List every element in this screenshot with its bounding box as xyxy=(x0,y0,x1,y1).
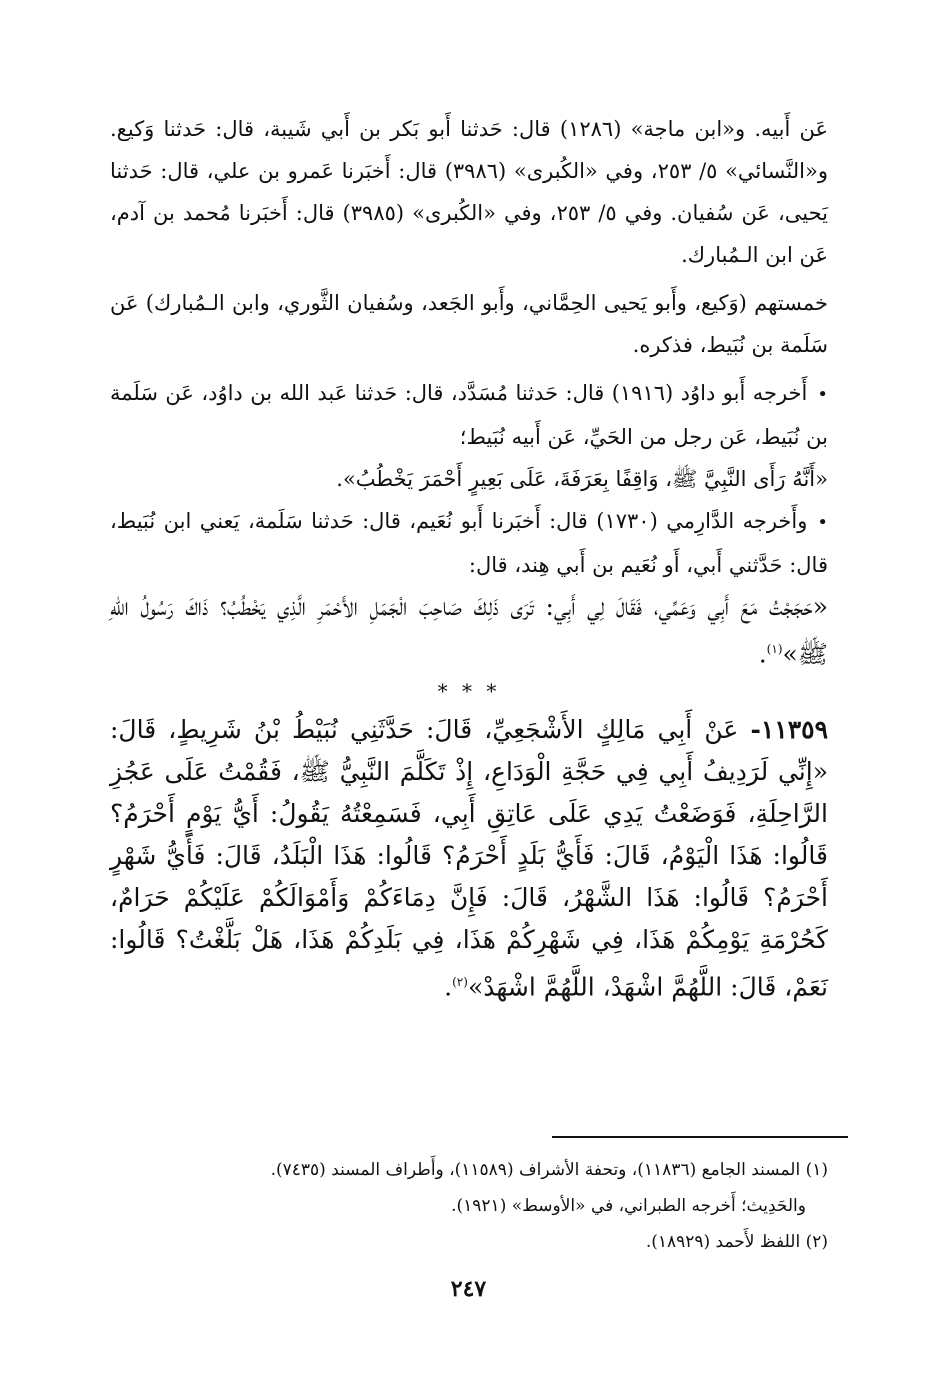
darimi-text: وأَخرجه الدَّارِمي (١٧٣٠) قال: أَخبَرنا أَبو نُعَيم، قال: حَدثنا سَلَمة، يَعني ابن نُبَيط، قال: حَدَّثني أَبي، أَو نُعَيم بن أَبي هِند، قال: xyxy=(110,509,828,577)
footnote-ref-2: (٢) xyxy=(452,975,468,990)
paragraph-darimi xyxy=(110,500,828,586)
bullet-marker: • xyxy=(817,384,828,405)
footnote-ref-1: (١) xyxy=(766,642,783,656)
hadith-isnad: عَنْ أَبِي مَالِكٍ الأَشْجَعِيِّ، قَالَ: حَدَّثَنِي نُبَيْطُ بْنُ شَرِيطٍ، قَالَ: xyxy=(110,715,739,745)
paragraph-abu-dawud xyxy=(110,372,828,458)
section-separator: * * * xyxy=(437,679,501,704)
footnotes xyxy=(110,1152,828,1260)
paragraph-narrators: خمستهم (وَكيع، وأَبو يَحيى الحِمَّاني، وأَبو الجَعد، وسُفيان الثَّوري، وابن الـمُبارك) عَن سَلَمة بن نُبَيط، فذكره. xyxy=(110,291,828,357)
footnote-2: (٢) اللفظ لأَحمد (١٨٩٢٩). xyxy=(645,1232,828,1252)
abu-dawud-text: أَخرجه أَبو داوُد (١٩١٦) قال: حَدثنا مُسَدَّد، قال: حَدثنا عَبد الله بن داوُد، عَن سَلَمة بن نُبَيط، عَن رجل من الحَيِّ، عَن أَبيه نُبَيط؛ xyxy=(110,381,828,449)
quote-abu-dawud: «أَنَّهُ رَأَى النَّبِيَّ ﷺ، وَاقِفًا بِعَرَفَةَ، عَلَى بَعِيرٍ أَحْمَرَ يَخْطُبُ». xyxy=(336,467,828,491)
footnote-1-continued: والحَدِيث؛ أَخرجه الطبراني، في «الأوسط» (١٩٢١). xyxy=(451,1196,806,1216)
footnote-divider xyxy=(552,1136,848,1138)
quote-darimi-text: «حَجَجْتُ مَعَ أَبِي وَعَمِّي، فَقَالَ لِي أَبِي: تَرَى ذَلِكَ صَاحِبَ الْجَمَلِ الأَحْمَرِ الَّذِي يَخْطُبُ؟ ذَاكَ رَسُولُ اللهِ ﷺ» xyxy=(110,592,828,669)
paragraph-sources: عَن أَبيه. و«ابن ماجة» (١٢٨٦) قال: حَدثنا أَبو بَكر بن أَبي شَيبة، قال: حَدثنا وَكيع. و«النَّسائي» ٥/ ٢٥٣، وفي «الكُبرى» (٣٩٨٦) قال: أَخبَرنا عَمرو بن علي، قال: حَدثنا يَحيى، عَن سُفيان. وفي ٥/ ٢٥٣، وفي «الكُبرى» (٣٩٨٥) قال: أَخبَرنا مُحمد بن آدم، عَن ابن الـمُبارك. xyxy=(110,117,829,267)
bullet-marker: • xyxy=(817,512,829,533)
footnote-1: (١) المسند الجامع (١١٨٣٦)، وتحفة الأشراف (١١٥٨٩)، وأَطراف المسند (٧٤٣٥). xyxy=(270,1160,828,1180)
hadith-matn: «إِنِّي لَرَدِيفُ أَبِي فِي حَجَّةِ الْوَدَاعِ، إِذْ تَكَلَّمَ النَّبِيُّ ﷺ، فَقُمْتُ عَلَى عَجُزِ الرَّاحِلَةِ، فَوَضَعْتُ يَدِي عَلَى عَاتِقِ أَبِي، فَسَمِعْتُهُ يَقُولُ: أَيُّ يَوْمٍ أَحْرَمُ؟ قَالُوا: هَذَا الْيَوْمُ، قَالَ: فَأَيُّ بَلَدٍ أَحْرَمُ؟ قَالُوا: هَذَا الْبَلَدُ، قَالَ: فَأَيُّ شَهْرٍ أَحْرَمُ؟ قَالُوا: هَذَا الشَّهْرُ، قَالَ: فَإِنَّ دِمَاءَكُمْ وَأَمْوَالَكُمْ عَلَيْكُمْ حَرَامٌ، كَحُرْمَةِ يَوْمِكُمْ هَذَا، فِي شَهْرِكُمْ هَذَا، فِي بَلَدِكُمْ هَذَا، هَلْ بَلَّغْتُ؟ قَالُوا: نَعَمْ، قَالَ: اللَّهُمَّ اشْهَدْ، اللَّهُمَّ اشْهَدْ» xyxy=(110,757,828,1002)
hadith-number: ١١٣٥٩- xyxy=(750,715,828,745)
quote-darimi: «حَجَجْتُ مَعَ أَبِي وَعَمِّي، فَقَالَ لِي أَبِي: تَرَى ذَلِكَ صَاحِبَ الْجَمَلِ الأَحْمَرِ الَّذِي يَخْطُبُ؟ ذَاكَ رَسُولُ اللهِ ﷺ»$^{(١)}$. xyxy=(110,592,828,669)
page-body xyxy=(110,108,828,1009)
hadith-block: ١١٣٥٩- عَنْ أَبِي مَالِكٍ الأَشْجَعِيِّ، قَالَ: حَدَّثَنِي نُبَيْطُ بْنُ شَرِيطٍ، قَالَ: «إِنِّي لَرَدِيفُ أَبِي فِي حَجَّةِ الْوَدَاعِ، إِذْ تَكَلَّمَ النَّبِيُّ ﷺ، فَقُمْتُ عَلَى عَجُزِ الرَّاحِلَةِ، فَوَضَعْتُ يَدِي عَلَى عَاتِقِ أَبِي، فَسَمِعْتُهُ يَقُولُ: أَيُّ يَوْمٍ أَحْرَمُ؟ قَالُوا: هَذَا الْيَوْمُ، قَالَ: فَأَيُّ بَلَدٍ أَحْرَمُ؟ قَالُوا: هَذَا الْبَلَدُ، قَالَ: فَأَيُّ شَهْرٍ أَحْرَمُ؟ قَالُوا: هَذَا الشَّهْرُ، قَالَ: فَإِنَّ دِمَاءَكُمْ وَأَمْوَالَكُمْ عَلَيْكُمْ حَرَامٌ، كَحُرْمَةِ يَوْمِكُمْ هَذَا، فِي شَهْرِكُمْ هَذَا، فِي بَلَدِكُمْ هَذَا، هَلْ بَلَّغْتُ؟ قَالُوا: نَعَمْ، قَالَ: اللَّهُمَّ اشْهَدْ، اللَّهُمَّ اشْهَدْ»$^{(٢)}$. xyxy=(110,715,828,1002)
page-number: ٢٤٧ xyxy=(450,1276,487,1302)
